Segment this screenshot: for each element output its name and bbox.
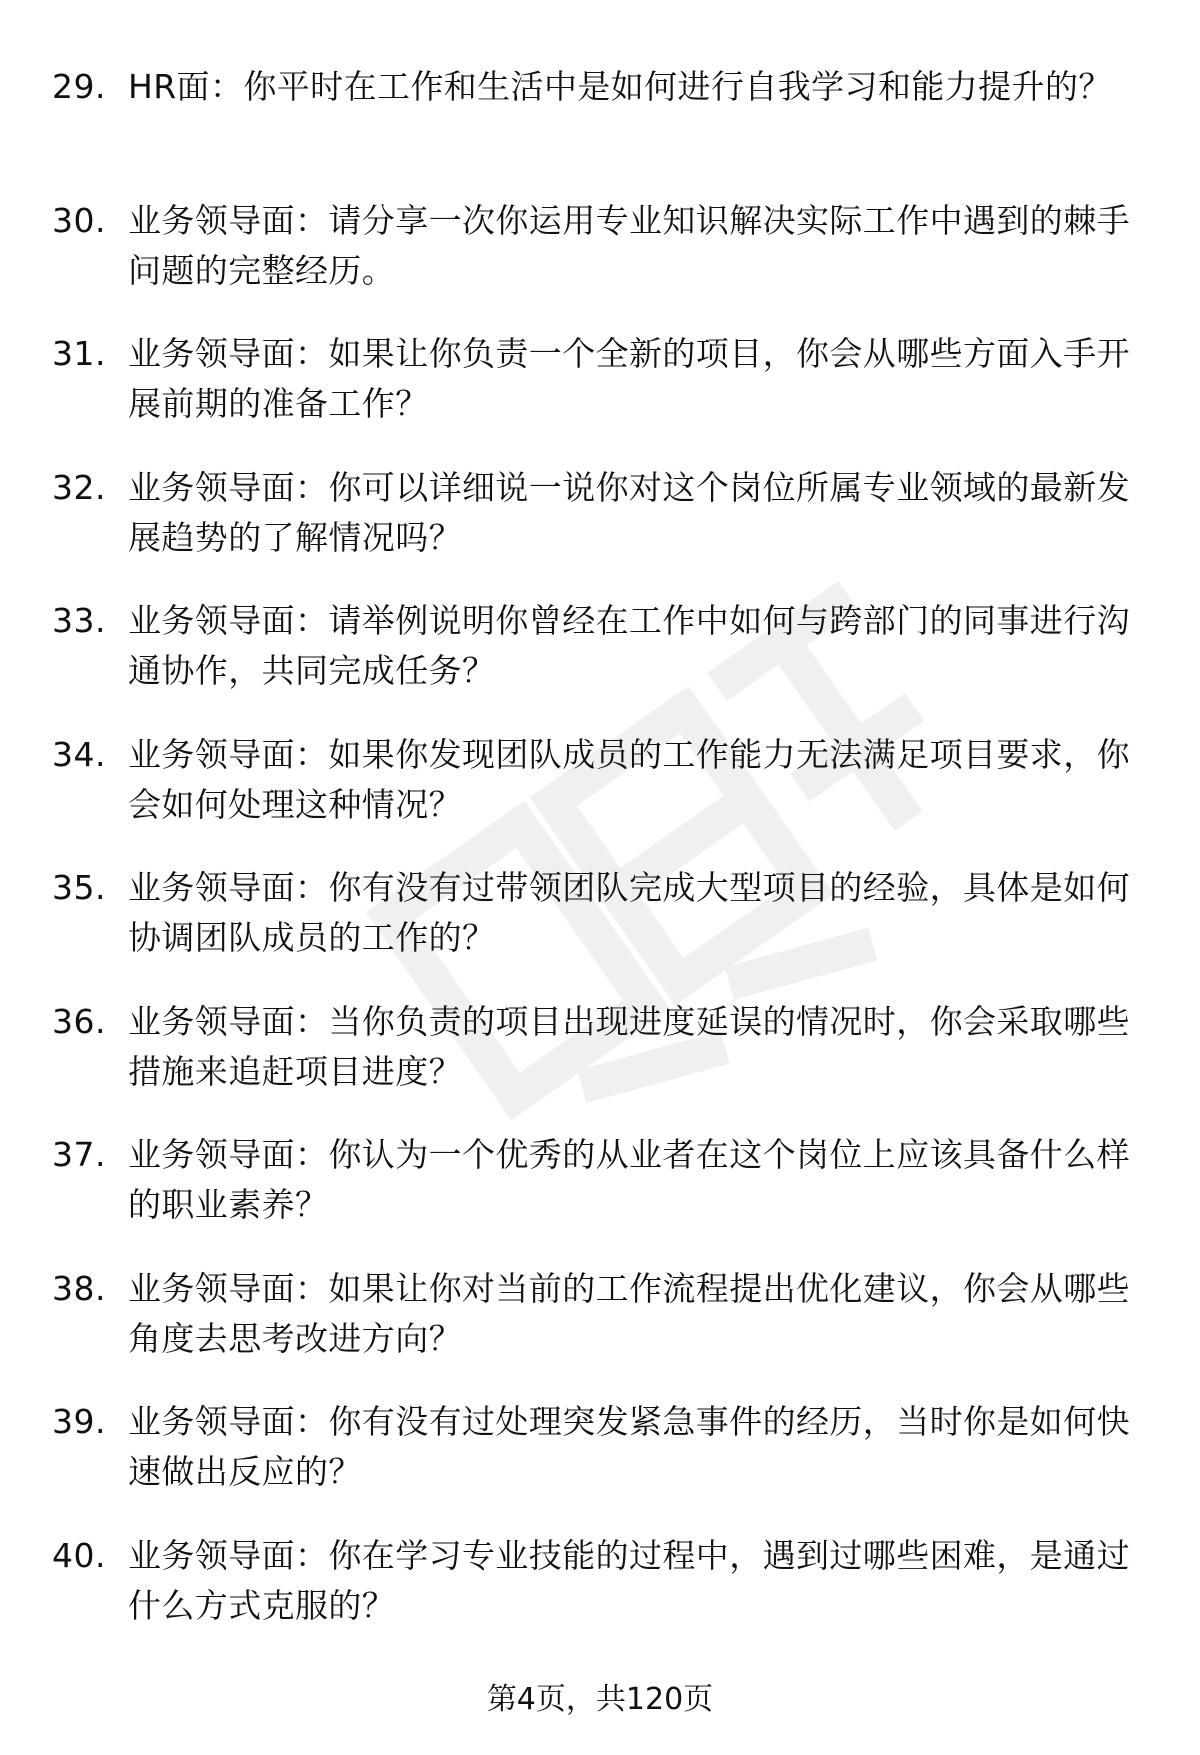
question-list (0, 62, 1200, 1664)
question-text: 业务领导面：如果让你负责一个全新的项目，你会从哪些方面入手开展前期的准备工作？ (128, 334, 1130, 423)
question-number: 40. (52, 1535, 106, 1575)
question-item (0, 1531, 1200, 1665)
question-number: 34. (52, 734, 106, 774)
question-number: 39. (52, 1402, 106, 1441)
question-item (0, 863, 1200, 997)
question-text: 业务领导面：如果让你对当前的工作流程提出优化建议，你会从哪些角度去思考改进方向？ (128, 1268, 1130, 1358)
question-text: 业务领导面：请举例说明你曾经在工作中如何与跨部门的同事进行沟通协作，共同完成任务？ (128, 601, 1130, 690)
question-number: 37. (52, 1135, 106, 1174)
question-text: 业务领导面：请分享一次你运用专业知识解决实际工作中遇到的棘手问题的完整经历。 (128, 200, 1130, 290)
question-text: 业务领导面：如果你发现团队成员的工作能力无法满足项目要求，你会如何处理这种情况？ (128, 734, 1130, 824)
question-text: 业务领导面：你认为一个优秀的从业者在这个岗位上应该具备什么样的职业素养？ (128, 1135, 1130, 1224)
question-item (0, 730, 1200, 864)
question-item (0, 1264, 1200, 1398)
question-number: 35. (52, 868, 106, 907)
question-text: 业务领导面：你有没有过处理突发紧急事件的经历，当时你是如何快速做出反应的？ (128, 1402, 1130, 1491)
question-item (0, 329, 1200, 463)
question-item (0, 1397, 1200, 1531)
question-number: 32. (52, 467, 106, 507)
question-item (0, 196, 1200, 330)
question-text: 业务领导面：当你负责的项目出现进度延误的情况时，你会采取哪些措施来追赶项目进度？ (128, 1001, 1130, 1091)
page-number: 第4页，共120页 (486, 1682, 714, 1717)
question-text: 业务领导面：你可以详细说一说你对这个岗位所属专业领域的最新发展趋势的了解情况吗？ (128, 467, 1130, 557)
question-text: 业务领导面：你有没有过带领团队完成大型项目的经验，具体是如何协调团队成员的工作的？ (128, 868, 1130, 957)
question-number: 38. (52, 1268, 106, 1308)
question-number: 33. (52, 601, 106, 640)
question-text: 业务领导面：你在学习专业技能的过程中，遇到过哪些困难，是通过什么方式克服的？ (128, 1535, 1130, 1625)
question-number: 31. (52, 334, 106, 373)
question-item (0, 997, 1200, 1131)
question-number: 29. (52, 67, 106, 106)
question-number: 30. (52, 200, 106, 240)
question-item (0, 596, 1200, 730)
question-text: HR面：你平时在工作和生活中是如何进行自我学习和能力提升的？ (128, 67, 1112, 106)
question-item (0, 62, 1200, 196)
question-item (0, 463, 1200, 597)
question-item (0, 1130, 1200, 1264)
question-number: 36. (52, 1001, 106, 1041)
